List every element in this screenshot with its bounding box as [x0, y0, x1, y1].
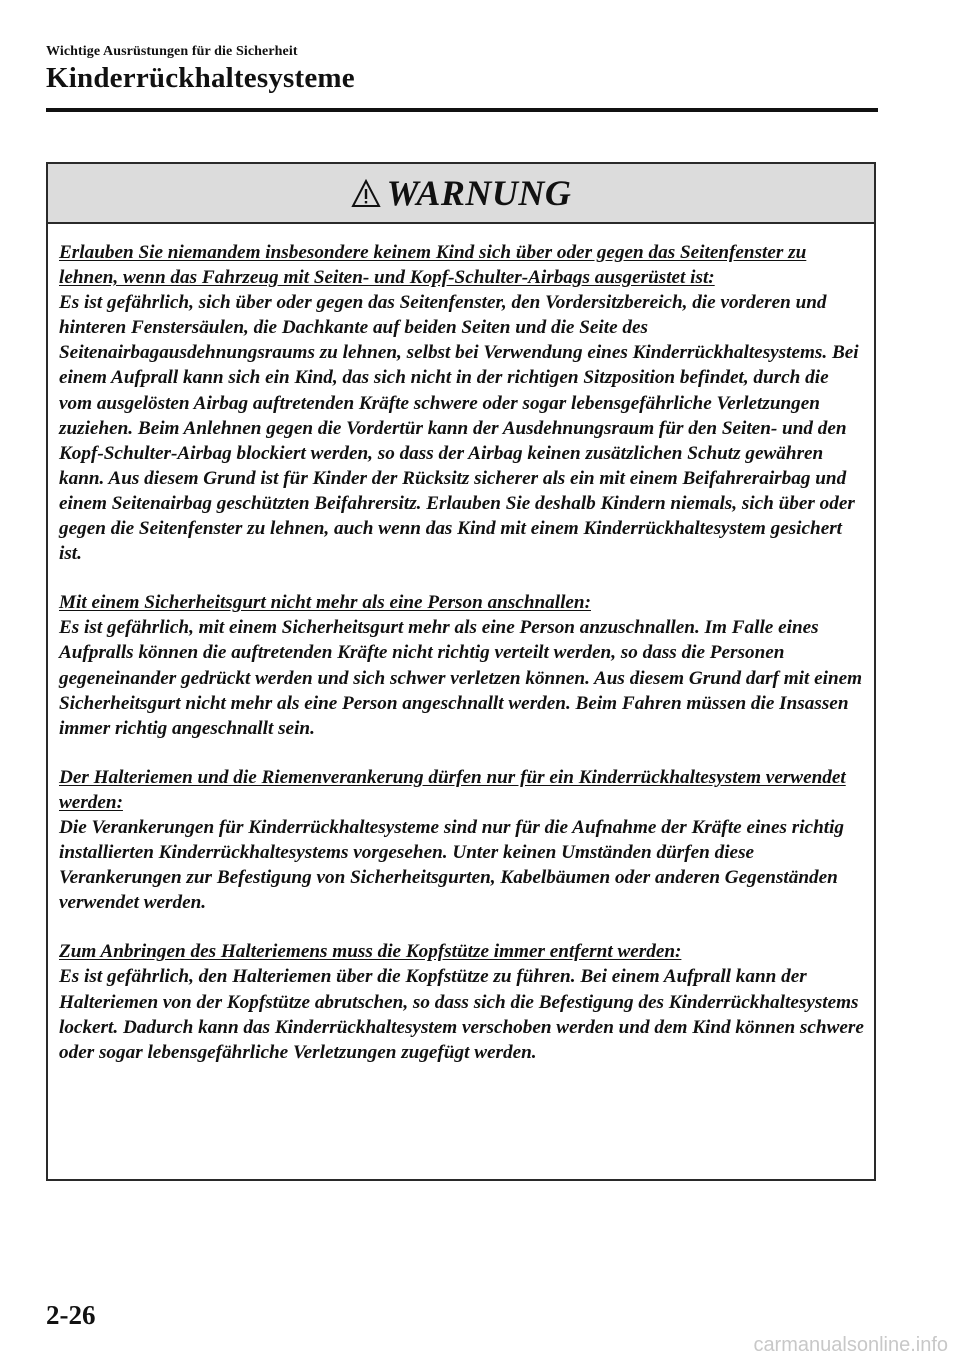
- watermark: carmanualsonline.info: [753, 1334, 948, 1356]
- warning-paragraph: [59, 939, 864, 1064]
- paragraph-text: Es ist gefährlich, sich über oder gegen das Seitenfenster, den Vordersitzbereich, die vorderen und hinteren Fenstersäulen, die Dachkante auf beiden Seiten und die Seite des Seitenairbagausdehnungsraums zu lehnen, selbst bei Verwendung eines Kinderrückhaltesystems. Bei einem Aufprall kann sich ein Kind, das sich nicht in der richtigen Sitzposition befindet, durch die vom ausgelösten Airbag auftretenden Kräfte schwere oder sogar lebensgefährliche Verletzungen zuziehen. Beim Anlehnen gegen die Vordertür kann der Ausdehnungsraum für den Seiten- und den Kopf-Schulter-Airbag blockiert werden, so dass der Airbag keinen zusätzlichen Schutz gewähren kann. Aus diesem Grund ist für Kinder der Rücksitz sicherer als ein mit einem Beifahrerairbag und einem Seitenairbag geschützten Beifahrersitz. Erlauben Sie deshalb Kindern niemals, sich über oder gegen die Seitenfenster zu lehnen, auch wenn das Kind mit einem Kinderrückhaltesystem gesichert ist.: [59, 292, 859, 565]
- warning-title: WARNUNG: [386, 173, 572, 213]
- title-divider: [46, 108, 878, 112]
- paragraph-heading: Erlauben Sie niemandem insbesondere keinem Kind sich über oder gegen das Seitenfenster zu lehnen, wenn das Fahrzeug mit Seiten- und Kopf-Schulter-Airbags ausgerüstet ist:: [59, 242, 807, 289]
- warning-triangle-icon: [351, 179, 381, 209]
- paragraph-text: Die Verankerungen für Kinderrückhaltesysteme sind nur für die Aufnahme der Kräfte eines richtig installierten Kinderrückhaltesystems vorgesehen. Unter keinen Umständen dürfen diese Verankerungen zur Befestigung von Sicherheitsgurten, Kabelbäumen oder anderen Gegenständen verwendet werden.: [59, 816, 844, 914]
- warning-paragraph: [59, 765, 864, 916]
- paragraph-text: Es ist gefährlich, mit einem Sicherheitsgurt mehr als eine Person anzuschnallen. Im Falle eines Aufpralls können die auftretenden Kräfte nicht richtig verteilt werden, so dass die Personen gegeneinander gedrückt werden und sich schwer verletzen können. Aus diesem Grund darf mit einem Sicherheitsgurt nicht mehr als eine Person angeschnallt werden. Beim Fahren müssen die Insassen immer richtig angeschnallt sein.: [59, 617, 863, 739]
- paragraph-heading: Mit einem Sicherheitsgurt nicht mehr als eine Person anschnallen:: [59, 592, 591, 614]
- paragraph-heading: Zum Anbringen des Halteriemens muss die Kopfstütze immer entfernt werden:: [59, 941, 682, 963]
- paragraph-heading: Der Halteriemen und die Riemenverankerung dürfen nur für ein Kinderrückhaltesystem verwendet werden:: [59, 766, 846, 813]
- section-label: Wichtige Ausrüstungen für die Sicherheit: [46, 44, 298, 59]
- paragraph-text: Es ist gefährlich, den Halteriemen über die Kopfstütze zu führen. Bei einem Aufprall kann der Halteriemen von der Kopfstütze abrutschen, so dass sich die Befestigung des Kinderrückhaltesystems lockert. Dadurch kann das Kinderrückhaltesystem verschoben werden und dem Kind können schwere oder sogar lebensgefährliche Verletzungen zugefügt werden.: [59, 966, 864, 1063]
- warning-paragraph: [59, 590, 864, 741]
- warning-box: [46, 162, 876, 1181]
- warning-paragraph: [59, 240, 864, 566]
- warning-body: [48, 224, 874, 1065]
- page-title: Kinderrückhaltesysteme: [46, 62, 355, 94]
- warning-header: [48, 164, 874, 224]
- page-number: 2-26: [46, 1300, 96, 1330]
